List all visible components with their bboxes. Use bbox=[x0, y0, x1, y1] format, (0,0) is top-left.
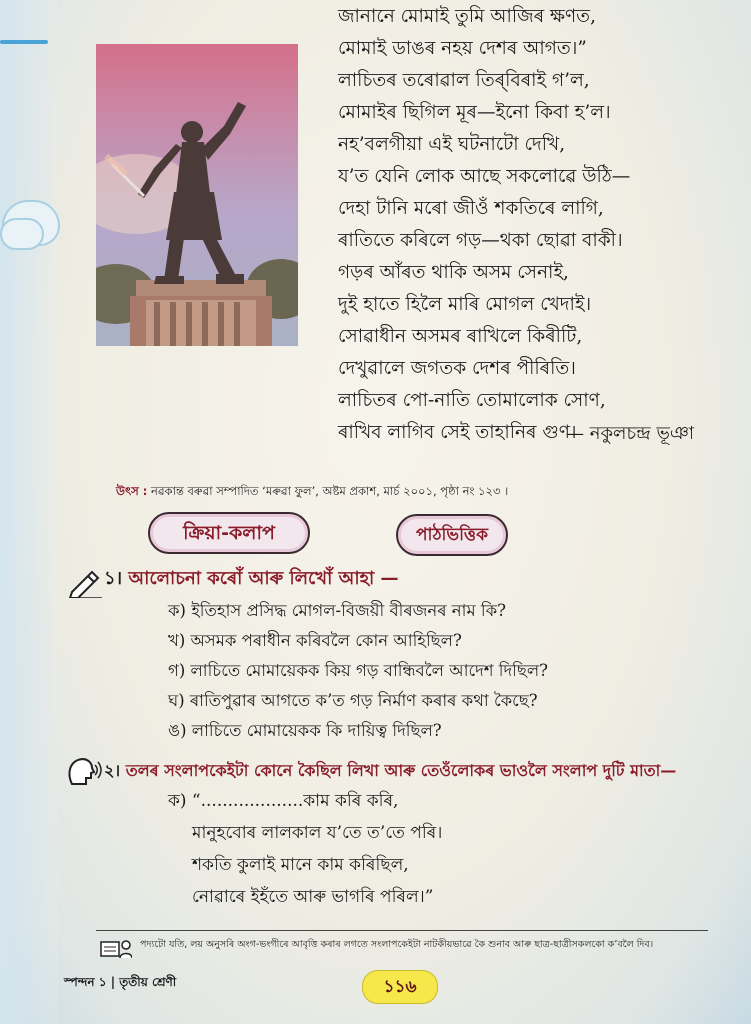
question-2-text: তলৰ সংলাপকেইটা কোনে কৈছিল লিখা আৰু তেওঁলোকৰ ভাওলৈ সংলাপ দুটি মাতা— bbox=[125, 761, 677, 780]
footnote-divider bbox=[96, 930, 708, 931]
poem-line: ৰাতিতে কৰিলে গড়—থকা ছোৱা বাকী। bbox=[338, 230, 623, 251]
question-2-heading bbox=[104, 756, 676, 786]
teacher-footnote: পদ্যটো যতি, লয় অনুসৰি অংগ-ভংগীৰে আবৃত্তি কৰাৰ লগতে সংলাপকেইটা নাটকীয়ভাৱে কৈ শুনাব আৰু ছাত্ৰ-ছাত্ৰীসকলকো ক’বলৈ দিব। bbox=[140, 939, 654, 950]
poem-author: — নকুলচন্দ্ৰ ভূঞা bbox=[566, 423, 695, 444]
poem-line: দেহা টানি মৰো জীওঁ শকতিৰে লাগি, bbox=[338, 198, 604, 219]
poem-line: গড়ৰ আঁৰত থাকি অসম সেনাই, bbox=[338, 262, 569, 283]
activity-subtitle-badge: পাঠভিত্তিক bbox=[396, 514, 508, 556]
page-number-badge: ১১৬ bbox=[362, 970, 438, 1004]
question-2-number: ২। bbox=[104, 761, 121, 780]
poem-line: সোৱাধীন অসমৰ ৰাখিলে কিৰীটি, bbox=[338, 326, 583, 347]
poem-line: লাচিতৰ তৰোৱাল তিৰ্‌বিৰাই গ’ল, bbox=[338, 70, 590, 91]
question-1-number: ১। bbox=[104, 568, 123, 589]
poem-line: মোমাই ডাঙৰ নহয় দেশৰ আগত।” bbox=[338, 38, 587, 59]
statue-illustration-icon bbox=[96, 44, 298, 346]
poem-line: দুই হাতে হিলৈ মাৰি মোগল খেদাই। bbox=[338, 294, 592, 315]
decorative-line bbox=[0, 40, 48, 44]
source-label: উৎস : bbox=[116, 484, 148, 498]
question-1-item: ঘ) ৰাতিপুৱাৰ আগতে ক’ত গড় নিৰ্মাণ কৰাৰ কথা কৈছে? bbox=[168, 691, 538, 710]
speaking-head-icon bbox=[66, 756, 102, 788]
poem-line: য’ত যেনি লোক আছে সকলোৱে উঠি— bbox=[338, 166, 631, 187]
question-1-heading bbox=[104, 564, 399, 594]
poem-line: জানানে মোমাই তুমি আজিৰ ক্ষণত, bbox=[338, 6, 596, 27]
poem-line: দেখুৱালে জগতক দেশৰ পীৰিতি। bbox=[338, 358, 576, 379]
activity-title-badge: ক্ৰিয়া-কলাপ bbox=[148, 512, 310, 554]
teacher-note-icon bbox=[100, 938, 132, 960]
statue-photo bbox=[96, 44, 298, 346]
poem-line: ৰাখিব লাগিব সেই তাহানিৰ গুণ। bbox=[338, 422, 577, 443]
pencil-icon bbox=[68, 568, 104, 598]
question-1-text: আলোচনা কৰোঁ আৰু লিখোঁ আহা — bbox=[128, 568, 399, 589]
question-1-item: ক) ইতিহাস প্ৰসিদ্ধ মোগল-বিজয়ী বীৰজনৰ নাম কি? bbox=[168, 601, 506, 620]
question-1-item: ঙ) লাচিতে মোমায়েকক কি দায়িত্ব দিছিল? bbox=[168, 721, 442, 740]
poem-line: মোমাইৰ ছিগিল মূৰ—ইনো কিবা হ’ল। bbox=[338, 102, 611, 123]
dialog-line: ক) “...................কাম কৰি কৰি, bbox=[168, 791, 399, 811]
dialog-line: নোৱাৰে ইহঁতে আৰু ভাগৰি পৰিল।” bbox=[192, 887, 434, 907]
book-title-footer: স্পন্দন ১ | তৃতীয় শ্ৰেণী bbox=[64, 975, 177, 989]
poem-line: নহ’বলগীয়া এই ঘটনাটো দেখি, bbox=[338, 134, 566, 155]
cloud-decoration-small-icon bbox=[0, 218, 44, 250]
question-1-item: খ) অসমক পৰাধীন কৰিবলৈ কোন আহিছিল? bbox=[168, 631, 462, 650]
dialog-line: শকতি কুলাই মানে কাম কৰিছিল, bbox=[192, 855, 409, 875]
source-citation bbox=[116, 480, 508, 502]
dialog-line: মানুহবোৰ লালকাল য’তে ত’তে পৰি। bbox=[192, 823, 443, 843]
poem-line: লাচিতৰ পো-নাতি তোমালোক সোণ, bbox=[338, 390, 606, 411]
source-text: নৱকান্ত বৰুৱা সম্পাদিত ‘মৰুৱা ফুল’, অষ্টম প্ৰকাশ, মাৰ্চ ২০০১, পৃষ্ঠা নং ১২৩ । bbox=[147, 484, 509, 498]
question-1-item: গ) লাচিতে মোমায়েকক কিয় গড় বান্ধিবলৈ আদেশ দিছিল? bbox=[168, 661, 549, 680]
left-margin-strip bbox=[0, 0, 58, 1024]
